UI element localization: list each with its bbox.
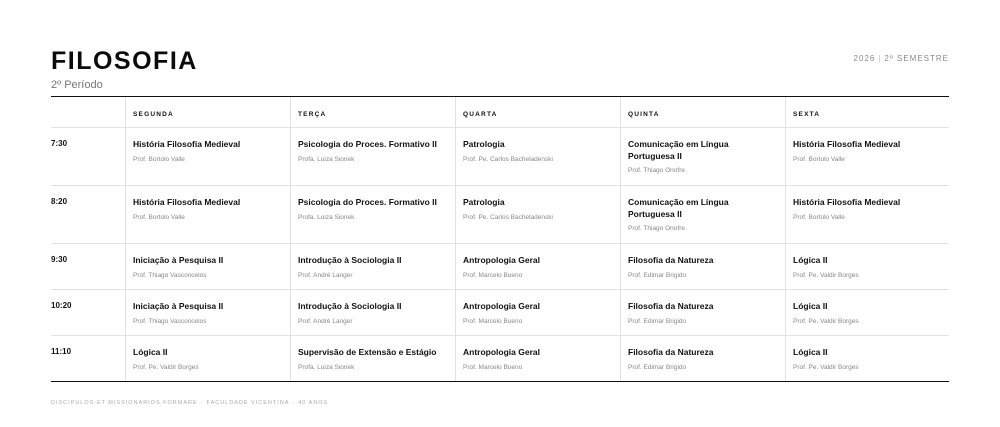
professor-name: Prof. Marcelo Bueno <box>463 271 523 279</box>
professor-name: Prof. Thiago Onofre <box>628 225 685 232</box>
table-header-row <box>51 97 949 128</box>
course-name: Lógica II <box>793 301 828 311</box>
footer-motto: DISCIPULOS ET MISSIONARIOS FORMARE <box>51 400 198 406</box>
course-name: Comunicação em Língua Portuguesa II <box>628 139 729 161</box>
time-slot: 10:20 <box>51 301 72 310</box>
class-cell <box>785 244 949 289</box>
class-cell <box>620 244 785 289</box>
class-cell <box>125 244 290 289</box>
class-cell <box>455 336 620 381</box>
table-row <box>51 244 949 290</box>
professor-name: Prof. Pe. Valdir Borges <box>793 271 859 279</box>
class-cell <box>125 336 290 381</box>
time-slot: 9:30 <box>51 255 68 264</box>
meta-separator: | <box>878 54 882 63</box>
professor-name: Profa. Luiza Sionek <box>298 155 355 163</box>
footer-anniversary: 40 ANOS <box>298 400 329 406</box>
professor-name: Prof. Marcelo Bueno <box>463 363 523 371</box>
course-name: Iniciação à Pesquisa II <box>133 301 224 311</box>
time-slot: 8:20 <box>51 197 68 206</box>
class-cell <box>620 290 785 335</box>
footer-separator: · <box>200 400 204 406</box>
professor-name: Prof. Pe. Valdir Borges <box>793 317 859 325</box>
class-cell <box>455 290 620 335</box>
course-name: Lógica II <box>793 347 828 357</box>
semester-text: 2º SEMESTRE <box>884 54 949 63</box>
professor-name: Prof. Thiago Vasconcelos <box>133 271 207 279</box>
class-cell <box>455 244 620 289</box>
course-name: História Filosofia Medieval <box>793 197 901 207</box>
page-header <box>51 46 949 96</box>
footer-institution: FACULDADE VICENTINA <box>206 400 290 406</box>
time-slot: 7:30 <box>51 139 68 148</box>
time-column-header <box>51 97 125 127</box>
day-header-wednesday: QUARTA <box>455 97 620 127</box>
class-cell <box>785 128 949 185</box>
course-name: Filosofia da Natureza <box>628 255 714 265</box>
professor-name: Prof. Thiago Vasconcelos <box>133 317 207 325</box>
footer-separator: · <box>292 400 296 406</box>
table-row <box>51 186 949 244</box>
class-cell <box>620 186 785 243</box>
day-header-tuesday: TERÇA <box>290 97 455 127</box>
course-name: Filosofia da Natureza <box>628 301 714 311</box>
class-cell <box>455 128 620 185</box>
class-cell <box>125 186 290 243</box>
time-slot: 11:10 <box>51 347 72 356</box>
class-cell <box>290 186 455 243</box>
course-name: História Filosofia Medieval <box>793 139 901 149</box>
course-name: Comunicação em Língua Portuguesa II <box>628 197 729 219</box>
professor-name: Prof. Edimar Brigido <box>628 363 687 371</box>
course-name: Supervisão de Extensão e Estágio <box>298 347 437 357</box>
page-footer <box>51 400 328 406</box>
semester-label <box>854 54 949 64</box>
course-name: Psicologia do Proces. Formativo II <box>298 197 437 207</box>
course-name: Antropologia Geral <box>463 255 540 265</box>
class-cell <box>125 128 290 185</box>
class-cell <box>290 128 455 185</box>
professor-name: Prof. Bortolo Valle <box>133 155 185 163</box>
course-name: Lógica II <box>793 255 828 265</box>
course-name: Patrologia <box>463 197 505 207</box>
professor-name: Prof. Bortolo Valle <box>793 155 845 163</box>
professor-name: Prof. Pe. Valdir Borges <box>793 363 859 371</box>
page-subtitle: 2º Período <box>51 79 103 91</box>
class-cell <box>785 290 949 335</box>
table-row <box>51 290 949 336</box>
table-row <box>51 128 949 186</box>
table-row <box>51 336 949 381</box>
class-cell <box>290 290 455 335</box>
professor-name: Profa. Luiza Sionek <box>298 213 355 221</box>
professor-name: Prof. Marcelo Bueno <box>463 317 523 325</box>
day-header-thursday: QUINTA <box>620 97 785 127</box>
day-header-friday: SEXTA <box>785 97 949 127</box>
course-name: História Filosofia Medieval <box>133 197 241 207</box>
class-cell <box>455 186 620 243</box>
class-cell <box>290 244 455 289</box>
course-name: Patrologia <box>463 139 505 149</box>
professor-name: Prof. Thiago Onofre <box>628 167 685 174</box>
professor-name: Prof. Edimar Brigido <box>628 271 687 279</box>
professor-name: Prof. Bortolo Valle <box>133 213 185 221</box>
course-name: Psicologia do Proces. Formativo II <box>298 139 437 149</box>
day-header-monday: SEGUNDA <box>125 97 290 127</box>
class-cell <box>290 336 455 381</box>
professor-name: Prof. Pe. Carlos Bacheladenski <box>463 155 553 163</box>
class-cell <box>620 128 785 185</box>
professor-name: Prof. André Langer <box>298 271 353 279</box>
course-name: História Filosofia Medieval <box>133 139 241 149</box>
course-name: Antropologia Geral <box>463 347 540 357</box>
professor-name: Profa. Luiza Sionek <box>298 363 355 371</box>
course-name: Antropologia Geral <box>463 301 540 311</box>
class-cell <box>620 336 785 381</box>
class-cell <box>785 336 949 381</box>
professor-name: Prof. André Langer <box>298 317 353 325</box>
course-name: Introdução à Sociologia II <box>298 255 402 265</box>
course-name: Introdução à Sociologia II <box>298 301 402 311</box>
schedule-table <box>51 96 949 382</box>
schedule-page <box>51 0 949 427</box>
class-cell <box>125 290 290 335</box>
professor-name: Prof. Pe. Valdir Borges <box>133 363 199 371</box>
professor-name: Prof. Bortolo Valle <box>793 213 845 221</box>
page-title: FILOSOFIA <box>51 47 198 75</box>
course-name: Lógica II <box>133 347 168 357</box>
course-name: Iniciação à Pesquisa II <box>133 255 224 265</box>
professor-name: Prof. Pe. Carlos Bacheladenski <box>463 213 553 221</box>
course-name: Filosofia da Natureza <box>628 347 714 357</box>
year-label: 2026 <box>853 54 876 63</box>
professor-name: Prof. Edimar Brigido <box>628 317 687 325</box>
class-cell <box>785 186 949 243</box>
